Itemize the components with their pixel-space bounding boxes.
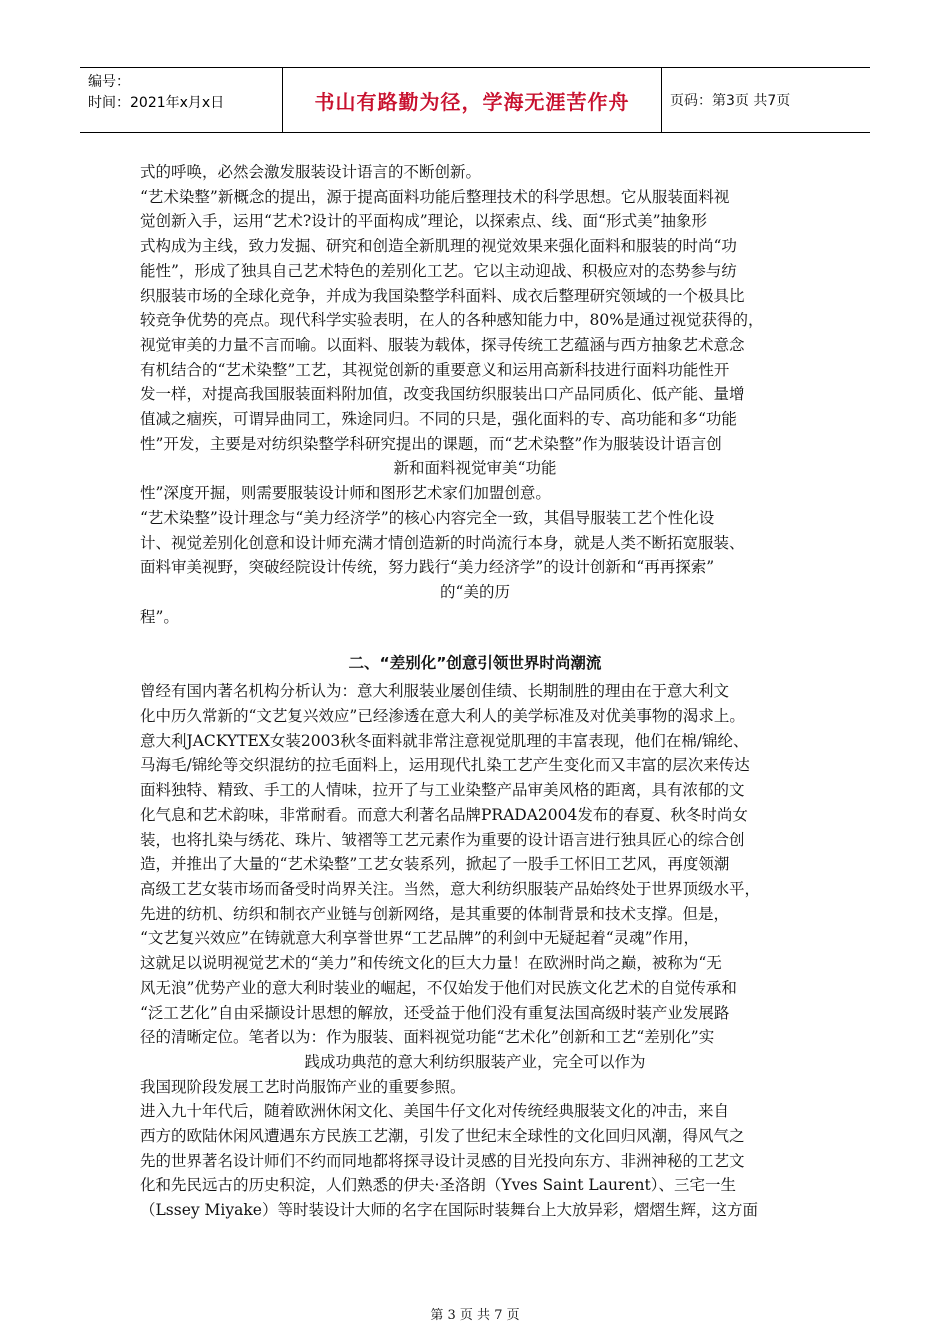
centered-line: 新和面料视觉审美“功能 (393, 459, 557, 478)
document-body (140, 160, 810, 1223)
paragraph-line: 化中历久常新的“文艺复兴效应”已经渗透在意大利人的美学标准及对优美事物的渴求上。 (140, 707, 745, 726)
paragraph-line: “艺术染整”新概念的提出，源于提高面料功能后整理技术的科学思想。它从服装面料视 (140, 187, 730, 206)
page-header (80, 67, 870, 133)
paragraph-line: 觉创新入手，运用“艺术?设计的平面构成”理论，以探索点、线、面“形式美”抽象形 (140, 212, 708, 231)
paragraph-line: 有机结合的“艺术染整”工艺，其视觉创新的重要意义和运用高新科技进行面料功能性开 (140, 360, 730, 379)
paragraph-line: 这就足以说明视觉艺术的“美力”和传统文化的巨大力量！在欧洲时尚之巅，被称为“无 (140, 954, 722, 973)
paragraph-line: 性”深度开掘，则需要服装设计师和图形艺术家们加盟创意。 (140, 484, 551, 503)
paragraph-lines (140, 1099, 810, 1223)
paragraph-line: 视觉审美的力量不言而喻。以面料、服装为载体，探寻传统工艺蕴涵与西方抽象艺术意念 (140, 335, 745, 354)
paragraph-line: “泛工艺化”自由采撷设计思想的解放，还受益于他们没有重复法国高级时装产业发展路 (140, 1003, 730, 1022)
header-motto: 书山有路勤为径，学海无涯苦作舟 (314, 89, 630, 114)
header-meta (80, 68, 282, 132)
paragraph-line: 马海毛/锦纶等交织混纺的拉毛面料上，运用现代扎染工艺产生变化而又丰富的层次来传达 (140, 756, 750, 775)
paragraph-line: 曾经有国内著名机构分析认为：意大利服装业屡创佳绩、长期制胜的理由在于意大利文 (140, 682, 730, 701)
section-heading: 二、“差别化”创意引领世界时尚潮流 (348, 654, 602, 673)
paragraph-line: 装，也将扎染与绣花、珠片、皱褶等工艺元素作为重要的设计语言进行独具匠心的综合创 (140, 830, 745, 849)
centered-line: 的“美的历 (440, 582, 510, 601)
paragraph-3 (140, 679, 810, 1099)
paragraph-4 (140, 1099, 810, 1223)
paragraph-line: 面料独特、精致、手工的人情味，拉开了与工业染整产品审美风格的距离，具有浓郁的文 (140, 781, 745, 800)
doc-number-label: 编号： (88, 74, 130, 90)
paragraph-line: 我国现阶段发展工艺时尚服饰产业的重要参照。 (140, 1077, 466, 1096)
paragraph-line: “艺术染整”设计理念与“美力经济学”的核心内容完全一致，其倡导服装工艺个性化设 (140, 508, 715, 527)
paragraph-line: 化和先民远古的历史积淀，人们熟悉的伊夫·圣洛朗（Yves Saint Laurent）、三宅一生 (140, 1176, 736, 1195)
header-motto-cell (282, 68, 662, 132)
paragraph-line: 造，并推出了大量的“艺术染整”工艺女装系列，掀起了一股手工怀旧工艺风，再度领潮 (140, 855, 730, 874)
paragraph-line: 计、视觉差别化创意和设计师充满才情创造新的时尚流行本身，就是人类不断拓宽服装、 (140, 533, 745, 552)
paragraph-line: 意大利JACKYTEX女装2003秋冬面料就非常注意视觉肌理的丰富表现，他们在棉/锦纶、 (140, 731, 749, 750)
centered-line: 践成功典范的意大利纺织服装产业，完全可以作为 (304, 1052, 646, 1071)
paragraph-line: 西方的欧陆休闲风遭遇东方民族工艺潮，引发了世纪末全球性的文化回归风潮，得风气之 (140, 1127, 745, 1146)
paragraph-line: 先进的纺机、纺织和制衣产业链与创新网络，是其重要的体制背景和技术支撑。但是， (140, 904, 730, 923)
paragraph-line: 风无浪”优势产业的意大利时装业的崛起，不仅始发于他们对民族文化艺术的自觉传承和 (140, 978, 737, 997)
paragraph-lines (140, 160, 810, 456)
paragraph-line: 式构成为主线，致力发掘、研究和创造全新肌理的视觉效果来强化面料和服装的时尚“功 (140, 237, 737, 256)
page-footer: 第 3 页 共 7 页 (430, 1308, 520, 1323)
paragraph-line: 发一样，对提高我国服装面料附加值，改变我国纺织服装出口产品同质化、低产能、量增 (140, 385, 745, 404)
paragraph-line: 较竞争优势的亮点。现代科学实验表明，在人的各种感知能力中，80%是通过视觉获得的， (140, 311, 764, 330)
paragraph-line: 径的清晰定位。笔者以为：作为服装、面料视觉功能“艺术化”创新和工艺“差别化”实 (140, 1028, 715, 1047)
paragraph-line: （Lssey Miyake）等时装设计大师的名字在国际时装舞台上大放异彩，熠熠生辉，这方面 (140, 1201, 758, 1220)
doc-time-label: 时间：2021年x月x日 (88, 95, 225, 111)
paragraph-line: 值减之痼疾，可谓异曲同工，殊途同归。不同的只是，强化面料的专、高功能和多“功能 (140, 410, 737, 429)
paragraph-line: 化气息和艺术韵味，非常耐看。而意大利著名品牌PRADA2004发布的春夏、秋冬时尚女 (140, 805, 748, 824)
paragraph-lines (140, 506, 810, 580)
paragraph-line: 织服装市场的全球化竞争，并成为我国染整学科面料、成衣后整理研究领域的一个极具比 (140, 286, 745, 305)
paragraph-2 (140, 506, 810, 630)
paragraph-1 (140, 160, 810, 506)
paragraph-line: 高级工艺女装市场而备受时尚界关注。当然，意大利纺织服装产品始终处于世界顶级水平， (140, 879, 761, 898)
paragraph-line: 式的呼唤，必然会激发服装设计语言的不断创新。 (140, 163, 482, 181)
paragraph-line: 性”开发，主要是对纺织染整学科研究提出的课题，而“艺术染整”作为服装设计语言创 (140, 434, 722, 453)
header-page-label: 页码：第3页 共7页 (670, 93, 791, 109)
paragraph-lines (140, 679, 810, 1050)
paragraph-line: “文艺复兴效应”在铸就意大利享誉世界“工艺品牌”的利剑中无疑起着“灵魂”作用， (140, 929, 700, 948)
paragraph-line: 进入九十年代后，随着欧洲休闲文化、美国牛仔文化对传统经典服装文化的冲击，来自 (140, 1102, 730, 1121)
paragraph-line: 能性”，形成了独具自己艺术特色的差别化工艺。它以主动迎战、积极应对的态势参与纺 (140, 261, 737, 280)
paragraph-line: 先的世界著名设计师们不约而同地都将探寻设计灵感的目光投向东方、非洲神秘的工艺文 (140, 1151, 745, 1170)
paragraph-line: 面料审美视野，突破经院设计传统，努力践行“美力经济学”的设计创新和“再再探索” (140, 558, 715, 577)
paragraph-line: 程”。 (140, 607, 179, 626)
